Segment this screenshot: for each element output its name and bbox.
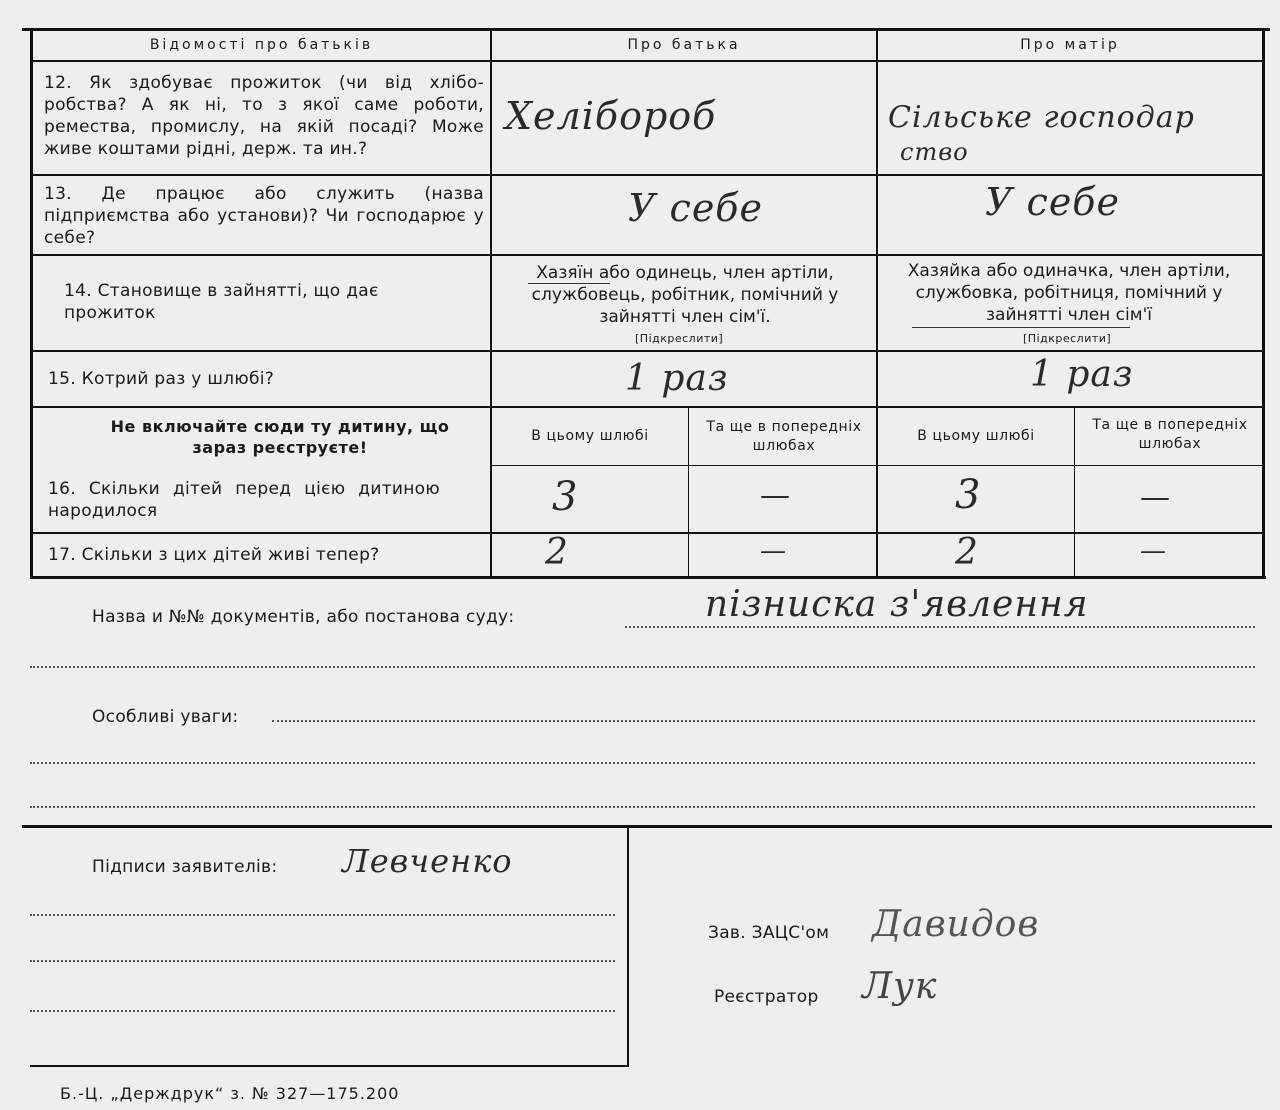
row-sep-hdr (30, 60, 1265, 62)
answer-16-father-previous: — (760, 478, 791, 513)
mother-helper-underline (912, 327, 1130, 328)
subheader-mother-this: В цьому шлюбі (917, 428, 1035, 444)
answer-15-father: 1 раз (625, 358, 729, 399)
row-sep-14 (30, 350, 1265, 352)
notes-line-1 (272, 720, 1255, 722)
question-13: 13. Де працює або служить (назва підприємства або установи)? Чи господарює у себе? (44, 184, 484, 248)
documents-label: Назва и №№ документів, або постанова суду: (92, 607, 515, 627)
table-right-border (1262, 28, 1265, 578)
registrar-signature: Лук (862, 966, 938, 1007)
children-note: Не включайте сюди ту дитину, що зараз реєструєте! (110, 417, 450, 457)
question-16: 16. Скільки дітей перед цією дитиною народилося (48, 479, 440, 521)
question-17: 17. Скільки з цих дітей живі тепер? (48, 545, 380, 565)
table-bottom-border (30, 576, 1266, 579)
answer-12-mother-line2: ство (900, 138, 969, 166)
documents-value: пізниска з'явлення (705, 584, 1089, 625)
head-signature: Давидов (872, 904, 1040, 945)
footer-rule (30, 1065, 628, 1067)
head-label: Зав. ЗАЦС'ом (708, 923, 830, 943)
documents-line-1 (625, 626, 1255, 628)
answer-12-mother-line1: Сільське господар (888, 100, 1195, 135)
mother-underline-note: [Підкреслити] (1023, 332, 1112, 345)
question-15: 15. Котрий раз у шлюбі? (48, 369, 275, 389)
row-sep-12 (30, 174, 1265, 176)
applicants-signature: Левченко (342, 842, 513, 880)
answer-17-mother-this: 2 (955, 532, 979, 573)
notes-label: Особливі уваги: (92, 707, 239, 727)
applicants-line-3 (30, 1010, 615, 1012)
question-14: 14. Становище в зайнятті, що дає прожиток (64, 281, 379, 323)
registrar-label: Реєстратор (714, 987, 819, 1007)
answer-17-father-previous: — (760, 536, 787, 566)
header-info: Відомості про батьків (149, 37, 374, 53)
documents-line-2 (30, 666, 1255, 668)
table-left-border (30, 28, 33, 578)
subheader-mother-previous: Та ще в попередніх шлюбах (1092, 417, 1248, 452)
signatures-divider (627, 827, 629, 1067)
applicants-line-1 (30, 914, 615, 916)
answer-16-father-this: 3 (552, 474, 579, 520)
mother-occupation-options: Хазяйка або одиначка, член артіли, службовка, робітниця, помічний у зайнятті член сім'ї (907, 261, 1231, 325)
answer-13-father: У себе (628, 186, 763, 230)
father-underline-note: [Підкреслити] (635, 332, 724, 345)
row-sep-15 (30, 406, 1265, 408)
answer-16-mother-previous: — (1140, 480, 1171, 515)
answer-13-mother: У себе (985, 180, 1120, 224)
col-sep-1 (490, 30, 492, 577)
col-sep-3 (688, 408, 689, 577)
row-sep-13 (30, 254, 1265, 256)
header-mother: Про матір (1020, 37, 1120, 53)
row-sep-16 (30, 532, 1265, 534)
subheader-father-previous: Та ще в попередніх шлюбах (706, 419, 862, 454)
notes-line-2 (30, 762, 1255, 764)
notes-line-3 (30, 806, 1255, 808)
answer-16-mother-this: 3 (955, 472, 982, 518)
header-father: Про батька (627, 37, 741, 53)
footer-print-info: Б.-Ц. „Держдрук“ з. № 327—175.200 (60, 1084, 400, 1103)
answer-17-mother-previous: — (1140, 536, 1167, 566)
subheader-father-this: В цьому шлюбі (531, 428, 649, 444)
question-12: 12. Як здобуває прожиток (чи від хлібо-робства? А як ні, то з якої саме роботи, ремества, промислу, на якій посаді? Може живе коштами рідні, держ. та ин.? (44, 73, 484, 159)
father-owner-underline (528, 283, 610, 284)
signatures-top-rule (22, 825, 1272, 828)
applicants-line-2 (30, 960, 615, 962)
answer-15-mother: 1 раз (1030, 354, 1134, 395)
answer-17-father-this: 2 (545, 532, 569, 573)
col-sep-4 (1074, 408, 1075, 577)
col-sep-2 (876, 30, 878, 577)
answer-12-father: Хелібороб (505, 94, 717, 138)
father-occupation-options: Хазяїн або одинець, член артіли, службовець, робітник, помічний у зайнятті член сім'ї. (531, 263, 839, 327)
row-sep-sub (492, 465, 1265, 466)
applicants-label: Підписи заявителів: (92, 857, 278, 877)
table-top-border (22, 28, 1270, 31)
